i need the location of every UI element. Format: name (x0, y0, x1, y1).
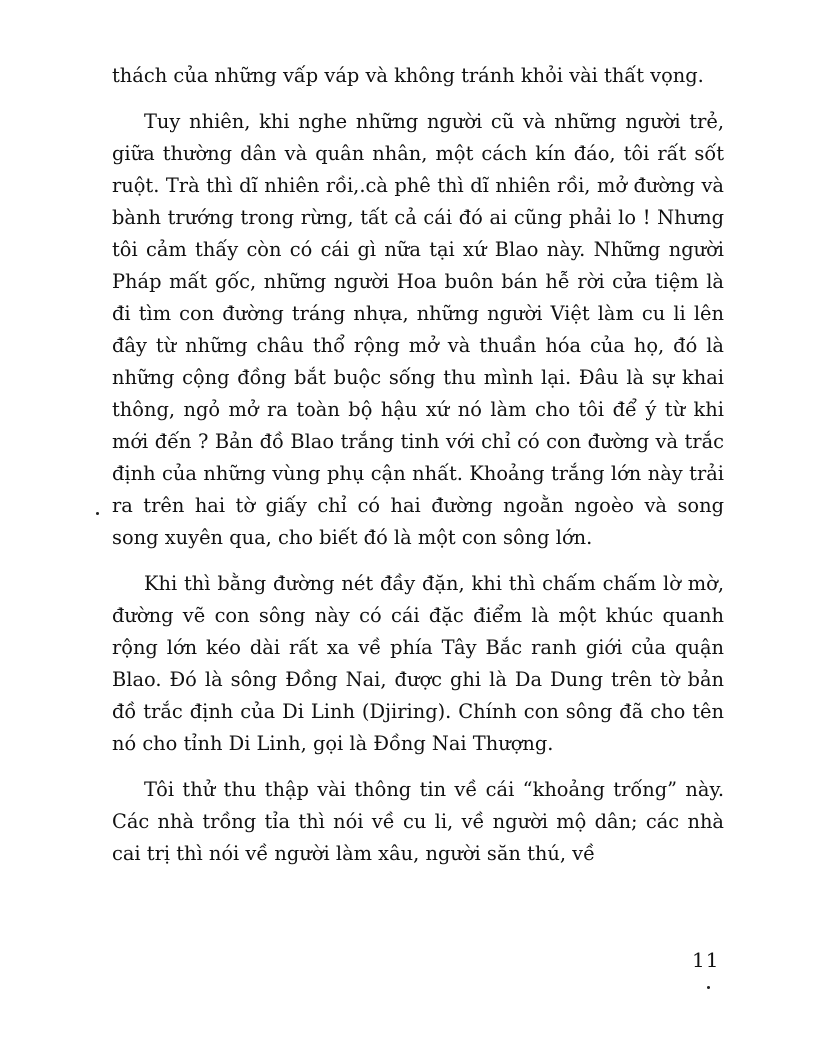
scan-speck (96, 512, 99, 515)
scan-speck (707, 986, 710, 989)
paragraph-3: Khi thì bằng đường nét đầy đặn, khi thì chấm chấm lờ mờ, đường vẽ con sông này có cái đặc điểm là một khúc quanh rộng lớn kéo dài rất xa về phía Tây Bắc ranh giới của quận Blao. Đó là sông Đồng Nai, được ghi là Da Dung trên tờ bản đồ trắc định của Di Linh (Djiring). Chính con sông đã cho tên nó cho tỉnh Di Linh, gọi là Đồng Nai Thượng. (112, 572, 724, 755)
paragraph-4: Tôi thử thu thập vài thông tin về cái “khoảng trống” này. Các nhà trồng tỉa thì nói về cu li, về người mộ dân; các nhà cai trị thì nói về người làm xâu, người săn thú, về (112, 778, 724, 865)
page-number: 11 (692, 948, 720, 972)
book-page-text (112, 60, 724, 884)
paragraph-1: thách của những vấp váp và không tránh khỏi vài thất vọng. (112, 64, 704, 87)
paragraph-2: Tuy nhiên, khi nghe những người cũ và những người trẻ, giữa thường dân và quân nhân, một cách kín đáo, tôi rất sốt ruột. Trà thì dĩ nhiên rồi,.cà phê thì dĩ nhiên rồi, mở đường và bành trướng trong rừng, tất cả cái đó ai cũng phải lo ! Nhưng tôi cảm thấy còn có cái gì nữa tại xứ Blao này. Những người Pháp mất gốc, những người Hoa buôn bán hễ rời cửa tiệm là đi tìm con đường tráng nhựa, những người Việt làm cu li lên đây từ những châu thổ rộng mở và thuần hóa của họ, đó là những cộng đồng bắt buộc sống thu mình lại. Đâu là sự khai thông, ngỏ mở ra toàn bộ hậu xứ nó làm cho tôi để ý từ khi mới đến ? Bản đồ Blao trắng tinh với chỉ có con đường và trắc định của những vùng phụ cận nhất. Khoảng trắng lớn này trải ra trên hai tờ giấy chỉ có hai đường ngoằn ngoèo và song song xuyên qua, cho biết đó là một con sông lớn. (112, 110, 724, 549)
